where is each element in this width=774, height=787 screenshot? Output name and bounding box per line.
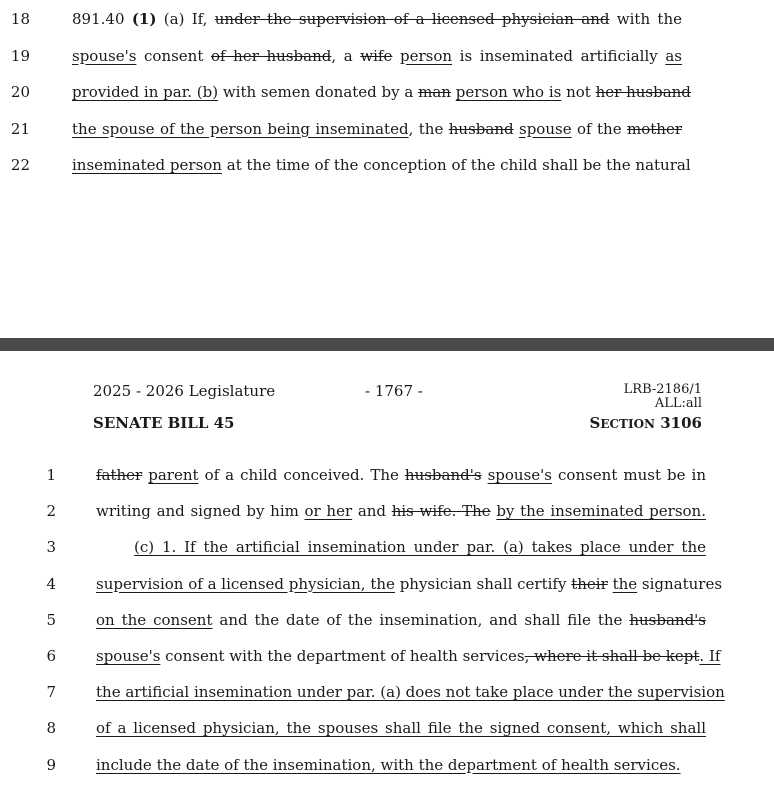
- line-number: 2: [46, 502, 56, 521]
- text-line: [72, 44, 682, 68]
- inserted-text: supervision of a licensed physician, the: [96, 574, 395, 593]
- text-run: , a: [331, 46, 361, 65]
- inserted-text: person: [400, 46, 453, 65]
- bill-title: SENATE BILL 45: [93, 414, 235, 432]
- inserted-text: the: [612, 574, 638, 593]
- text-line: [96, 463, 706, 487]
- inserted-text: spouse's: [96, 647, 161, 665]
- inserted-text: spouse: [519, 119, 572, 138]
- line-number: 20: [10, 83, 30, 101]
- text-run: of a child conceived. The: [198, 466, 405, 484]
- line-number: 5: [46, 610, 56, 629]
- text-run: , the: [408, 119, 449, 138]
- text-run: with the: [609, 10, 682, 28]
- inserted-text: as: [665, 46, 682, 65]
- text-line: [96, 608, 706, 632]
- text-line: [96, 680, 725, 704]
- text-line: [96, 644, 721, 668]
- line-number: 3: [46, 538, 56, 557]
- text-run: (a) If,: [156, 10, 215, 28]
- text-run: consent with the department of health services: [160, 647, 525, 665]
- text-run: physician shall certify: [394, 574, 572, 593]
- deleted-text: father: [96, 466, 143, 484]
- page-divider: [0, 338, 774, 351]
- deleted-text: his wife. The: [391, 502, 491, 521]
- text-line: [96, 572, 723, 596]
- text-run: [392, 47, 400, 65]
- text-run: (1): [131, 10, 157, 28]
- deleted-text: mother: [627, 119, 682, 138]
- text-run: 891.40: [72, 10, 132, 28]
- text-line: [72, 153, 691, 177]
- legislature-label: 2025 - 2026 Legislature: [93, 382, 276, 400]
- section-label: SECTION 3106: [589, 414, 702, 432]
- line-number: 19: [10, 46, 30, 65]
- line-number: 9: [46, 755, 56, 774]
- line-number: 1: [46, 466, 56, 484]
- inserted-text: parent: [148, 466, 199, 484]
- deleted-text: husband's: [629, 610, 706, 629]
- inserted-text: by the inseminated person.: [496, 502, 706, 521]
- text-run: with semen donated by a: [218, 83, 419, 101]
- deleted-text: wife: [360, 46, 393, 65]
- text-run: and the date of the insemination, and shall file the: [212, 610, 630, 629]
- text-line: [96, 716, 706, 740]
- inserted-text: on the consent: [96, 610, 213, 629]
- deleted-text: their: [571, 574, 608, 593]
- text-line: [72, 117, 682, 141]
- deleted-text: , where it shall be kept: [524, 647, 700, 665]
- drafter-code: ALL:all: [654, 396, 702, 411]
- page-number: - 1767 -: [365, 382, 423, 400]
- text-run: of the: [571, 119, 627, 138]
- deleted-text: man: [418, 83, 451, 101]
- text-run: and: [352, 502, 392, 521]
- lrb-number: LRB-2186/1: [623, 382, 702, 397]
- text-run: is inseminated artificially: [452, 46, 666, 65]
- inserted-text: person who is: [455, 83, 562, 101]
- text-run: consent: [136, 46, 211, 65]
- text-run: signatures: [637, 574, 723, 593]
- current-page: [0, 351, 774, 787]
- text-line: [72, 7, 682, 31]
- line-number: 18: [10, 10, 30, 28]
- text-run: writing and signed by him: [96, 502, 305, 521]
- inserted-text: include the date of the insemination, with the department of health services.: [96, 755, 681, 774]
- inserted-text: of a licensed physician, the spouses shall file the signed consent, which shall: [96, 719, 706, 738]
- text-line: [96, 499, 706, 523]
- line-number: 7: [46, 683, 56, 702]
- deleted-text: her husband: [595, 83, 691, 101]
- inserted-text: or her: [304, 502, 353, 521]
- previous-page-fragment: [0, 0, 774, 338]
- deleted-text: under the supervision of a licensed physician and: [214, 10, 610, 28]
- text-run: not: [561, 83, 596, 101]
- line-number: 21: [10, 119, 30, 138]
- inserted-text: spouse's: [72, 46, 137, 65]
- inserted-text: . If: [699, 647, 721, 665]
- deleted-text: husband: [448, 119, 514, 138]
- inserted-text: inseminated person: [72, 156, 222, 174]
- deleted-text: husband's: [404, 466, 482, 484]
- line-number: 4: [46, 574, 56, 593]
- text-line: [96, 753, 706, 777]
- inserted-text: (c) 1. If the artificial insemination under par. (a) takes place under the: [134, 538, 706, 557]
- text-run: consent must be in: [551, 466, 706, 484]
- inserted-text: the spouse of the person being inseminated: [72, 119, 409, 138]
- inserted-text: the artificial insemination under par. (a) does not take place under the supervision: [96, 683, 725, 702]
- line-number: 6: [46, 647, 56, 665]
- inserted-text: spouse's: [487, 466, 552, 484]
- inserted-text: provided in par. (b): [72, 83, 219, 101]
- line-number: 8: [46, 719, 56, 738]
- text-run: at the time of the conception of the child shall be the natural: [221, 156, 691, 174]
- deleted-text: of her husband: [210, 46, 332, 65]
- text-line: [134, 535, 706, 559]
- text-line: [72, 80, 691, 104]
- line-number: 22: [10, 156, 30, 174]
